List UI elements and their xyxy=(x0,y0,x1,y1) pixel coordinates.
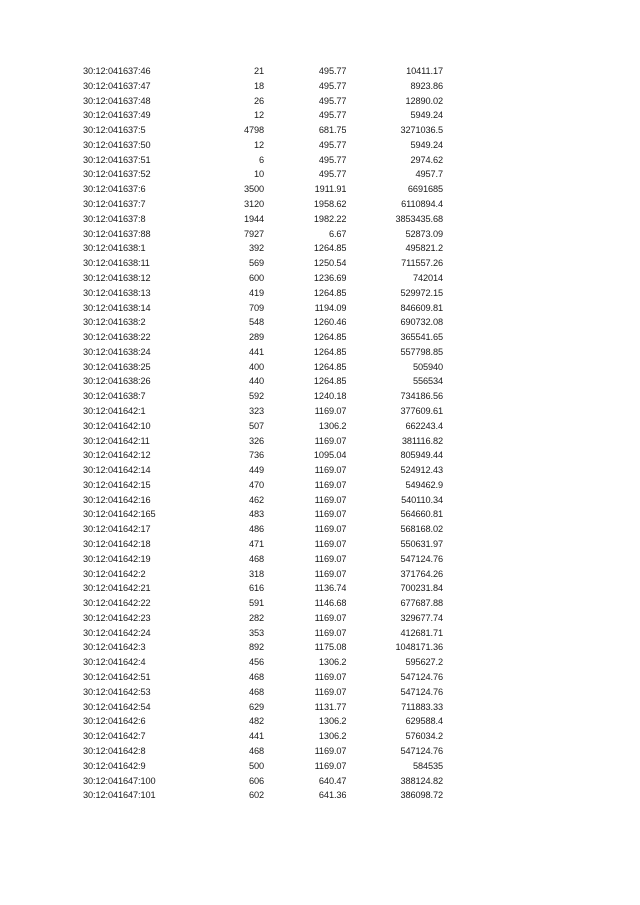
cadastral-number-cell: 30:12:041642:9 xyxy=(83,760,146,771)
rate-cell: 1169.07 xyxy=(314,672,347,683)
rate-cell: 1306.2 xyxy=(318,657,347,668)
value-cell: 584535 xyxy=(412,760,443,771)
value-cell: 677687.88 xyxy=(400,598,443,609)
cadastral-number-cell: 30:12:041642:54 xyxy=(83,701,151,712)
table-row xyxy=(83,626,443,641)
cadastral-number-cell: 30:12:041642:22 xyxy=(83,598,151,609)
value-cell: 381116.82 xyxy=(401,435,443,446)
area-cell: 468 xyxy=(248,672,264,683)
table-row xyxy=(83,434,443,449)
rate-cell: 1169.07 xyxy=(314,509,347,520)
cadastral-number-cell: 30:12:041642:19 xyxy=(83,553,151,564)
rate-cell: 495.77 xyxy=(318,66,347,76)
rate-cell: 1095.04 xyxy=(313,450,347,461)
value-cell: 529972.15 xyxy=(400,287,443,298)
cadastral-number-cell: 30:12:041637:51 xyxy=(83,154,151,165)
table-row xyxy=(83,123,443,138)
area-cell: 10 xyxy=(253,169,264,180)
data-table xyxy=(83,64,443,803)
table-row xyxy=(83,345,443,360)
cadastral-number-cell: 30:12:041637:5 xyxy=(83,125,146,136)
cadastral-number-cell: 30:12:041642:15 xyxy=(83,479,151,490)
area-cell: 21 xyxy=(253,66,264,76)
cadastral-number-cell: 30:12:041637:8 xyxy=(83,213,146,224)
area-cell: 482 xyxy=(248,716,264,727)
rate-cell: 495.77 xyxy=(318,95,347,106)
value-cell: 547124.76 xyxy=(400,672,443,683)
area-cell: 500 xyxy=(248,760,264,771)
cadastral-number-cell: 30:12:041642:14 xyxy=(83,465,151,476)
rate-cell: 1306.2 xyxy=(318,731,347,742)
value-cell: 662243.4 xyxy=(405,420,443,431)
table-row xyxy=(83,507,443,522)
value-cell: 700231.84 xyxy=(400,583,443,594)
table-row xyxy=(83,685,443,700)
table-row xyxy=(83,729,443,744)
table-row xyxy=(83,212,443,227)
rate-cell: 1169.07 xyxy=(314,524,347,535)
table-row xyxy=(83,493,443,508)
cadastral-number-cell: 30:12:041642:7 xyxy=(83,731,146,742)
area-cell: 483 xyxy=(248,509,264,520)
value-cell: 550631.97 xyxy=(400,539,443,549)
area-cell: 470 xyxy=(248,479,264,490)
table-row xyxy=(83,581,443,596)
cadastral-number-cell: 30:12:041638:14 xyxy=(83,302,151,313)
value-cell: 10411.17 xyxy=(406,66,443,76)
value-cell: 595627.2 xyxy=(405,657,443,668)
area-cell: 441 xyxy=(248,346,264,357)
rate-cell: 1169.07 xyxy=(314,435,347,446)
table-row xyxy=(83,64,443,79)
rate-cell: 1982.22 xyxy=(313,213,347,224)
area-cell: 591 xyxy=(248,598,264,609)
table-row xyxy=(83,700,443,715)
value-cell: 5949.24 xyxy=(410,139,443,150)
cadastral-number-cell: 30:12:041637:52 xyxy=(83,169,151,180)
cadastral-number-cell: 30:12:041642:23 xyxy=(83,612,151,623)
table-row xyxy=(83,788,443,803)
rate-cell: 1250.54 xyxy=(313,258,347,269)
area-cell: 326 xyxy=(248,435,264,446)
area-cell: 616 xyxy=(248,583,264,594)
area-cell: 18 xyxy=(253,80,264,91)
cadastral-number-cell: 30:12:041642:8 xyxy=(83,745,146,756)
area-cell: 569 xyxy=(248,258,264,269)
rate-cell: 1260.46 xyxy=(313,317,347,328)
area-cell: 282 xyxy=(248,612,264,623)
area-cell: 323 xyxy=(248,405,264,416)
value-cell: 547124.76 xyxy=(400,686,443,697)
rate-cell: 1169.07 xyxy=(314,494,347,505)
rate-cell: 1264.85 xyxy=(313,332,347,343)
rate-cell: 1169.07 xyxy=(314,745,347,756)
area-cell: 289 xyxy=(248,332,264,343)
cadastral-number-cell: 30:12:041638:1 xyxy=(83,243,146,254)
cadastral-number-cell: 30:12:041638:2 xyxy=(83,317,146,328)
table-row xyxy=(83,227,443,242)
rate-cell: 1146.68 xyxy=(314,598,347,609)
cadastral-number-cell: 30:12:041642:6 xyxy=(83,716,146,727)
area-cell: 12 xyxy=(253,110,264,121)
value-cell: 386098.72 xyxy=(400,790,443,801)
cadastral-number-cell: 30:12:041642:21 xyxy=(83,583,151,594)
cadastral-number-cell: 30:12:041638:11 xyxy=(83,258,150,269)
rate-cell: 1169.07 xyxy=(314,405,347,416)
value-cell: 711557.26 xyxy=(401,258,443,269)
cadastral-number-cell: 30:12:041642:51 xyxy=(83,672,151,683)
area-cell: 592 xyxy=(248,391,264,402)
cadastral-number-cell: 30:12:041638:12 xyxy=(83,272,151,283)
value-cell: 388124.82 xyxy=(400,775,443,786)
table-row xyxy=(83,522,443,537)
table-row xyxy=(83,360,443,375)
area-cell: 462 xyxy=(248,494,264,505)
rate-cell: 495.77 xyxy=(318,110,347,121)
rate-cell: 1240.18 xyxy=(313,391,347,402)
value-cell: 365541.65 xyxy=(400,332,443,343)
table-row xyxy=(83,330,443,345)
table-row xyxy=(83,153,443,168)
area-cell: 548 xyxy=(248,317,264,328)
area-cell: 12 xyxy=(253,139,264,150)
table-row xyxy=(83,640,443,655)
rate-cell: 1169.07 xyxy=(314,465,347,476)
table-row xyxy=(83,611,443,626)
area-cell: 602 xyxy=(248,790,264,801)
area-cell: 3500 xyxy=(243,184,264,195)
table-row xyxy=(83,94,443,109)
rate-cell: 641.36 xyxy=(318,790,347,801)
value-cell: 690732.08 xyxy=(400,317,443,328)
value-cell: 547124.76 xyxy=(400,553,443,564)
value-cell: 6691685 xyxy=(407,184,443,195)
cadastral-number-cell: 30:12:041637:46 xyxy=(83,66,151,76)
value-cell: 568168.02 xyxy=(400,524,443,535)
cadastral-number-cell: 30:12:041637:47 xyxy=(83,80,151,91)
cadastral-number-cell: 30:12:041642:4 xyxy=(83,657,146,668)
area-cell: 7927 xyxy=(243,228,264,239)
rate-cell: 1236.69 xyxy=(313,272,347,283)
cadastral-number-cell: 30:12:041642:165 xyxy=(83,509,156,520)
value-cell: 540110.34 xyxy=(401,494,443,505)
table-row xyxy=(83,404,443,419)
area-cell: 4798 xyxy=(243,125,264,136)
value-cell: 846609.81 xyxy=(400,302,443,313)
cadastral-number-cell: 30:12:041637:50 xyxy=(83,139,151,150)
value-cell: 524912.43 xyxy=(400,465,443,476)
area-cell: 629 xyxy=(248,701,264,712)
value-cell: 52873.09 xyxy=(405,228,443,239)
rate-cell: 495.77 xyxy=(318,139,347,150)
rate-cell: 1194.09 xyxy=(314,302,347,313)
value-cell: 505940 xyxy=(412,361,443,372)
cadastral-number-cell: 30:12:041638:13 xyxy=(83,287,151,298)
value-cell: 495821.2 xyxy=(405,243,443,254)
value-cell: 3853435.68 xyxy=(395,213,443,224)
table-row xyxy=(83,301,443,316)
area-cell: 736 xyxy=(248,450,264,461)
cadastral-number-cell: 30:12:041642:2 xyxy=(83,568,146,579)
cadastral-number-cell: 30:12:041638:26 xyxy=(83,376,151,387)
rate-cell: 1264.85 xyxy=(313,376,347,387)
table-row xyxy=(83,744,443,759)
area-cell: 1944 xyxy=(243,213,264,224)
cadastral-number-cell: 30:12:041642:18 xyxy=(83,539,151,549)
table-row xyxy=(83,552,443,567)
value-cell: 2974.62 xyxy=(410,154,443,165)
cadastral-number-cell: 30:12:041638:22 xyxy=(83,332,151,343)
value-cell: 711883.33 xyxy=(401,701,443,712)
table-row xyxy=(83,374,443,389)
rate-cell: 1175.08 xyxy=(314,642,347,653)
cadastral-number-cell: 30:12:041642:53 xyxy=(83,686,151,697)
table-row xyxy=(83,419,443,434)
area-cell: 449 xyxy=(248,465,264,476)
table-row xyxy=(83,315,443,330)
value-cell: 3271036.5 xyxy=(400,125,443,136)
cadastral-number-cell: 30:12:041647:101 xyxy=(83,790,156,801)
cadastral-number-cell: 30:12:041647:100 xyxy=(83,775,156,786)
cadastral-number-cell: 30:12:041638:24 xyxy=(83,346,151,357)
cadastral-number-cell: 30:12:041642:24 xyxy=(83,627,151,638)
rate-cell: 1958.62 xyxy=(313,199,347,210)
table-row xyxy=(83,478,443,493)
table-row xyxy=(83,197,443,212)
area-cell: 400 xyxy=(248,361,264,372)
cadastral-number-cell: 30:12:041642:12 xyxy=(83,450,151,461)
rate-cell: 1169.07 xyxy=(314,627,347,638)
area-cell: 26 xyxy=(253,95,264,106)
area-cell: 419 xyxy=(248,287,264,298)
area-cell: 892 xyxy=(248,642,264,653)
value-cell: 549462.9 xyxy=(405,479,443,490)
cadastral-number-cell: 30:12:041637:6 xyxy=(83,184,146,195)
rate-cell: 1169.07 xyxy=(314,553,347,564)
rate-cell: 640.47 xyxy=(318,775,347,786)
rate-cell: 1169.07 xyxy=(314,686,347,697)
rate-cell: 1169.07 xyxy=(314,568,347,579)
area-cell: 3120 xyxy=(243,199,264,210)
rate-cell: 495.77 xyxy=(318,169,347,180)
area-cell: 353 xyxy=(248,627,264,638)
cadastral-number-cell: 30:12:041638:7 xyxy=(83,391,146,402)
value-cell: 805949.44 xyxy=(400,450,443,461)
table-row xyxy=(83,759,443,774)
value-cell: 547124.76 xyxy=(400,745,443,756)
area-cell: 600 xyxy=(248,272,264,283)
cadastral-number-cell: 30:12:041642:16 xyxy=(83,494,151,505)
cadastral-number-cell: 30:12:041642:10 xyxy=(83,420,151,431)
area-cell: 440 xyxy=(248,376,264,387)
table-row xyxy=(83,79,443,94)
table-row xyxy=(83,256,443,271)
value-cell: 12890.02 xyxy=(405,95,443,106)
cadastral-number-cell: 30:12:041642:3 xyxy=(83,642,146,653)
table-row xyxy=(83,463,443,478)
cadastral-number-cell: 30:12:041637:7 xyxy=(83,199,146,210)
table-row xyxy=(83,537,443,552)
value-cell: 576034.2 xyxy=(405,731,443,742)
rate-cell: 1264.85 xyxy=(313,287,347,298)
table-row xyxy=(83,271,443,286)
rate-cell: 1264.85 xyxy=(313,243,347,254)
rate-cell: 1169.07 xyxy=(314,612,347,623)
rate-cell: 1169.07 xyxy=(314,760,347,771)
table-row xyxy=(83,182,443,197)
table-row xyxy=(83,389,443,404)
rate-cell: 1264.85 xyxy=(313,346,347,357)
value-cell: 329677.74 xyxy=(400,612,443,623)
value-cell: 742014 xyxy=(412,272,443,283)
data-table-body xyxy=(83,64,443,803)
cadastral-number-cell: 30:12:041637:49 xyxy=(83,110,151,121)
value-cell: 4957.7 xyxy=(415,169,443,180)
area-cell: 318 xyxy=(248,568,264,579)
rate-cell: 681.75 xyxy=(318,125,347,136)
area-cell: 709 xyxy=(248,302,264,313)
rate-cell: 1131.77 xyxy=(314,701,347,712)
cadastral-number-cell: 30:12:041638:25 xyxy=(83,361,151,372)
area-cell: 468 xyxy=(248,686,264,697)
table-row xyxy=(83,138,443,153)
rate-cell: 495.77 xyxy=(318,80,347,91)
value-cell: 5949.24 xyxy=(410,110,443,121)
value-cell: 557798.85 xyxy=(400,346,443,357)
table-row xyxy=(83,655,443,670)
cadastral-number-cell: 30:12:041637:48 xyxy=(83,95,151,106)
value-cell: 412681.71 xyxy=(400,627,443,638)
value-cell: 556534 xyxy=(412,376,443,387)
rate-cell: 6.67 xyxy=(328,228,347,239)
value-cell: 629588.4 xyxy=(405,716,443,727)
rate-cell: 1136.74 xyxy=(314,583,347,594)
value-cell: 371764.26 xyxy=(400,568,443,579)
table-row xyxy=(83,167,443,182)
value-cell: 1048171.36 xyxy=(395,642,443,653)
cadastral-number-cell: 30:12:041637:88 xyxy=(83,228,151,239)
table-row xyxy=(83,567,443,582)
table-row xyxy=(83,596,443,611)
area-cell: 456 xyxy=(248,657,264,668)
value-cell: 564660.81 xyxy=(400,509,443,520)
rate-cell: 1306.2 xyxy=(318,420,347,431)
table-row xyxy=(83,448,443,463)
table-row xyxy=(83,108,443,123)
rate-cell: 495.77 xyxy=(318,154,347,165)
area-cell: 606 xyxy=(248,775,264,786)
value-cell: 377609.61 xyxy=(400,405,443,416)
cadastral-number-cell: 30:12:041642:11 xyxy=(83,435,150,446)
area-cell: 507 xyxy=(248,420,264,431)
area-cell: 471 xyxy=(248,539,264,549)
area-cell: 468 xyxy=(248,745,264,756)
table-row xyxy=(83,714,443,729)
area-cell: 392 xyxy=(248,243,264,254)
table-row xyxy=(83,286,443,301)
area-cell: 486 xyxy=(248,524,264,535)
rate-cell: 1911.91 xyxy=(314,184,347,195)
rate-cell: 1264.85 xyxy=(313,361,347,372)
rate-cell: 1169.07 xyxy=(314,479,347,490)
table-row xyxy=(83,241,443,256)
area-cell: 441 xyxy=(248,731,264,742)
cadastral-number-cell: 30:12:041642:1 xyxy=(83,405,146,416)
area-cell: 468 xyxy=(248,553,264,564)
rate-cell: 1306.2 xyxy=(318,716,347,727)
table-row xyxy=(83,670,443,685)
value-cell: 8923.86 xyxy=(410,80,443,91)
value-cell: 734186.56 xyxy=(400,391,443,402)
cadastral-number-cell: 30:12:041642:17 xyxy=(83,524,151,535)
table-row xyxy=(83,774,443,789)
value-cell: 6110894.4 xyxy=(401,199,443,210)
rate-cell: 1169.07 xyxy=(314,539,347,549)
area-cell: 6 xyxy=(258,154,264,165)
